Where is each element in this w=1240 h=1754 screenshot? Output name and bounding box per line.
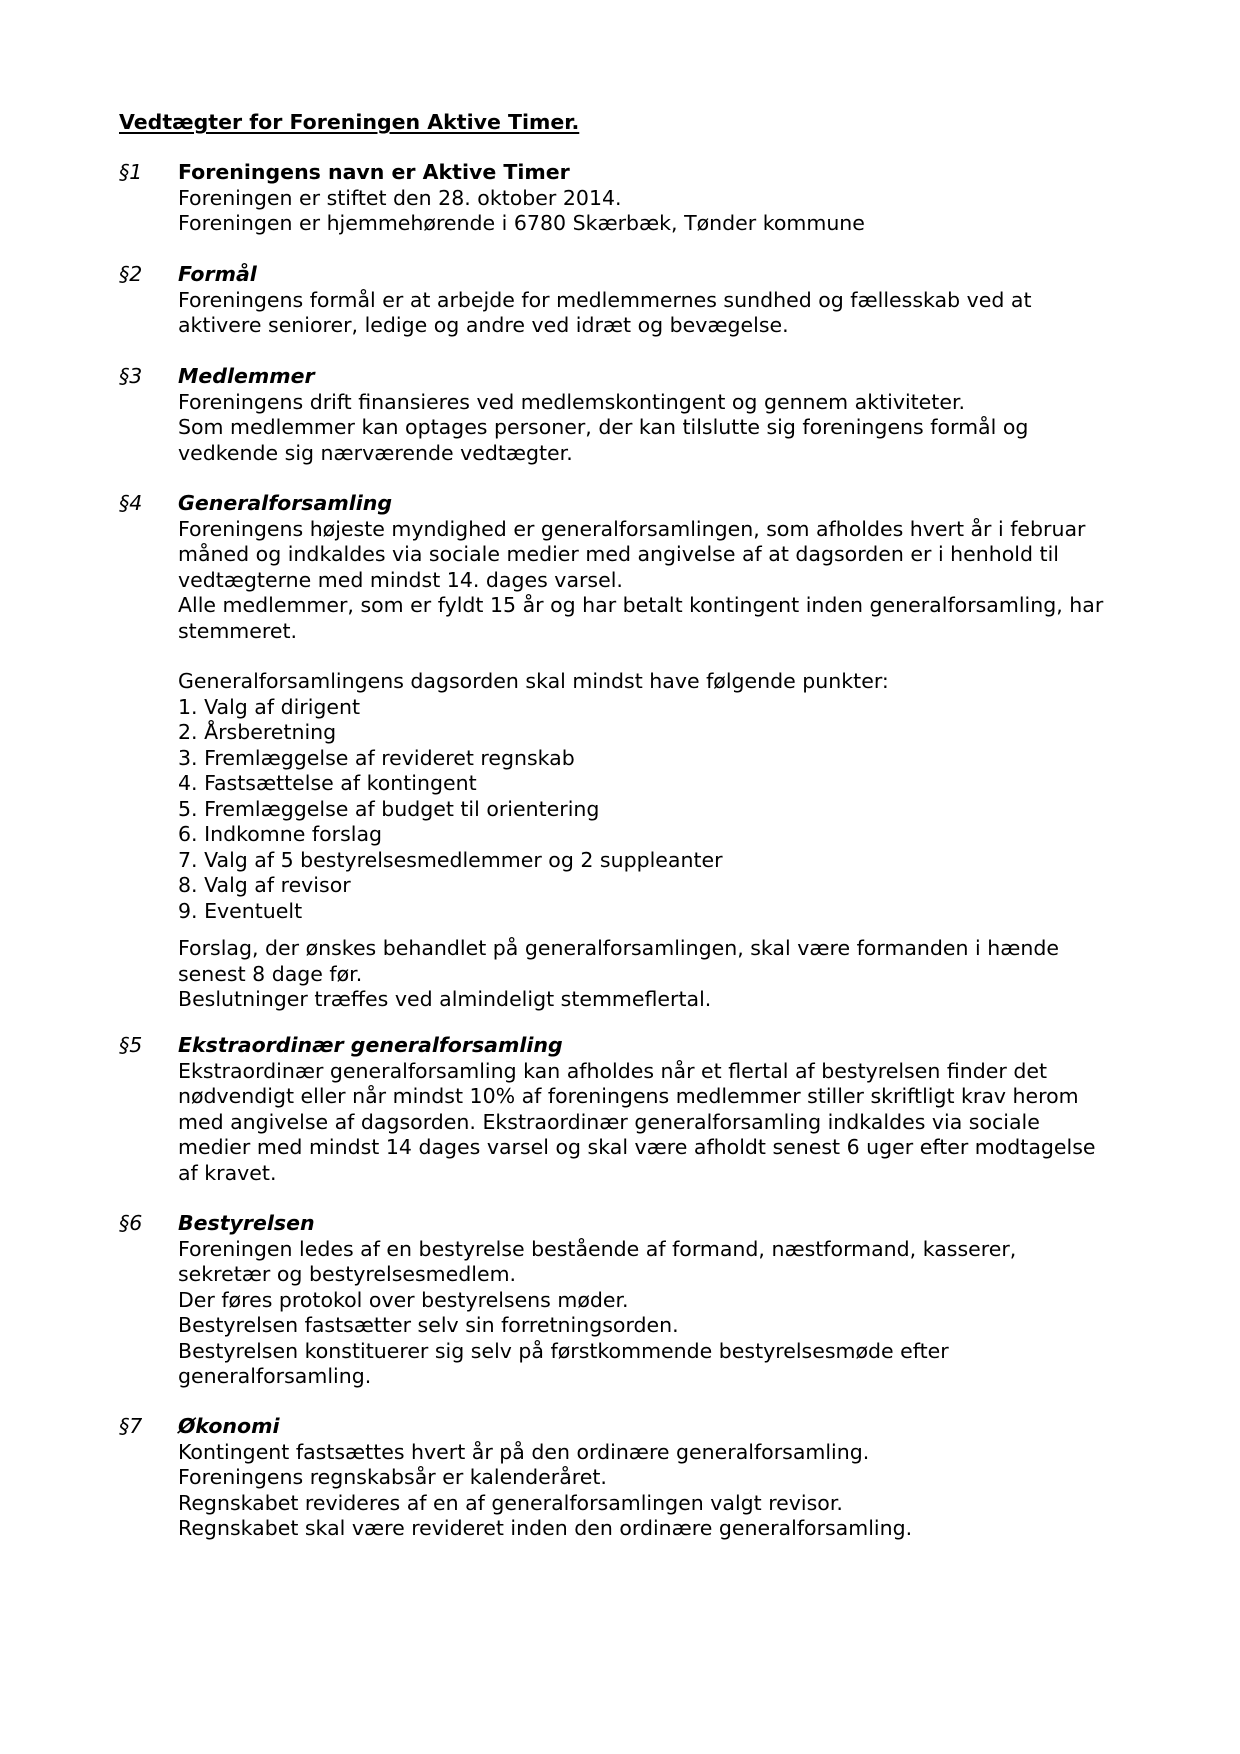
agenda-item: 8. Valg af revisor: [178, 873, 351, 897]
section-line: Foreningen er stiftet den 28. oktober 2014.: [178, 185, 622, 210]
section-line: med angivelse af dagsorden. Ekstraordinær generalforsamling indkaldes via sociale: [178, 1109, 1040, 1134]
section-number: §5: [119, 1033, 143, 1057]
section-number: §2: [119, 262, 143, 286]
section-line: Foreningens formål er at arbejde for medlemmernes sundhed og fællesskab ved at: [178, 287, 1032, 312]
section-number: §3: [119, 364, 143, 388]
section-line: Foreningens drift finansieres ved medlemskontingent og gennem aktiviteter.: [178, 389, 966, 414]
section-line: Kontingent fastsættes hvert år på den ordinære generalforsamling.: [178, 1439, 870, 1464]
section-line: aktivere seniorer, ledige og andre ved idræt og bevægelse.: [178, 313, 789, 337]
section-heading: Ekstraordinær generalforsamling: [178, 1033, 563, 1057]
section-body: [178, 364, 1178, 466]
section-line: Bestyrelsen konstituerer sig selv på førstkommende bestyrelsesmøde efter: [178, 1338, 949, 1363]
section-line: Ekstraordinær generalforsamling kan afholdes når et flertal af bestyrelsen finder det: [178, 1058, 1047, 1083]
section-line: Som medlemmer kan optages personer, der kan tilslutte sig foreningens formål og: [178, 415, 1029, 439]
section-line: Alle medlemmer, som er fyldt 15 år og har betalt kontingent inden generalforsamling, har: [178, 593, 1104, 617]
section-line: stemmeret.: [178, 618, 298, 643]
section-line: Beslutninger træffes ved almindeligt stemmeflertal.: [178, 987, 712, 1011]
section-line: Regnskabet revideres af en af generalforsamlingen valgt revisor.: [178, 1490, 843, 1515]
section-heading: Formål: [178, 262, 257, 286]
section-body: [178, 160, 1178, 237]
agenda-item: 6. Indkomne forslag: [178, 822, 383, 846]
section-line: Forslag, der ønskes behandlet på generalforsamlingen, skal være formanden i hænde: [178, 936, 1060, 960]
section-line: nødvendigt eller når mindst 10% af foreningens medlemmer stiller skriftligt krav herom: [178, 1084, 1079, 1108]
section-body: [178, 262, 1178, 339]
section-body: [178, 1211, 1178, 1390]
agenda-item: 7. Valg af 5 bestyrelsesmedlemmer og 2 suppleanter: [178, 847, 723, 872]
section-line: sekretær og bestyrelsesmedlem.: [178, 1262, 517, 1286]
section-line: Foreningens regnskabsår er kalenderåret.: [178, 1465, 607, 1489]
section-heading: Medlemmer: [178, 364, 315, 388]
document-title: Vedtægter for Foreningen Aktive Timer.: [119, 110, 580, 134]
section-number: §7: [119, 1414, 143, 1438]
section-line: Bestyrelsen fastsætter selv sin forretningsorden.: [178, 1313, 679, 1337]
section-number: §1: [119, 160, 143, 184]
section-line: Foreningen ledes af en bestyrelse bestående af formand, næstformand, kasserer,: [178, 1236, 1017, 1261]
agenda-item: 4. Fastsættelse af kontingent: [178, 771, 477, 795]
section-line: Foreningens højeste myndighed er generalforsamlingen, som afholdes hvert år i februar: [178, 516, 1086, 541]
section-line: måned og indkaldes via sociale medier med angivelse af at dagsorden er i henhold til: [178, 542, 1059, 566]
agenda-intro: Generalforsamlingens dagsorden skal mindst have følgende punkter:: [178, 669, 889, 693]
section-heading: Foreningens navn er Aktive Timer: [178, 160, 570, 184]
section-line: Foreningen er hjemmehørende i 6780 Skærbæk, Tønder kommune: [178, 211, 865, 235]
agenda-item: 1. Valg af dirigent: [178, 694, 361, 719]
section-line: vedkende sig nærværende vedtægter.: [178, 440, 573, 465]
section-body: [178, 1033, 1178, 1186]
section-heading: Bestyrelsen: [178, 1211, 315, 1235]
section-line: medier med mindst 14 dages varsel og skal være afholdt senest 6 uger efter modtagelse: [178, 1135, 1096, 1159]
section-body: [178, 1414, 1178, 1542]
section-heading: Generalforsamling: [178, 491, 393, 515]
section-line: senest 8 dage før.: [178, 961, 363, 986]
agenda-item: 9. Eventuelt: [178, 898, 303, 923]
section-line: vedtægterne med mindst 14. dages varsel.: [178, 567, 623, 592]
agenda-item: 2. Årsberetning: [178, 720, 337, 744]
agenda-item: 3. Fremlæggelse af revideret regnskab: [178, 745, 575, 770]
section-line: generalforsamling.: [178, 1364, 372, 1388]
section-body: [178, 491, 1178, 1013]
agenda-item: 5. Fremlæggelse af budget til orientering: [178, 796, 600, 821]
section-number: §6: [119, 1211, 143, 1235]
section-heading: Økonomi: [178, 1414, 280, 1438]
agenda-list: [178, 695, 1178, 925]
section-line: Regnskabet skal være revideret inden den ordinære generalforsamling.: [178, 1516, 913, 1540]
section-line: Der føres protokol over bestyrelsens møder.: [178, 1287, 629, 1312]
section-number: §4: [119, 491, 143, 515]
section-line: af kravet.: [178, 1160, 277, 1185]
